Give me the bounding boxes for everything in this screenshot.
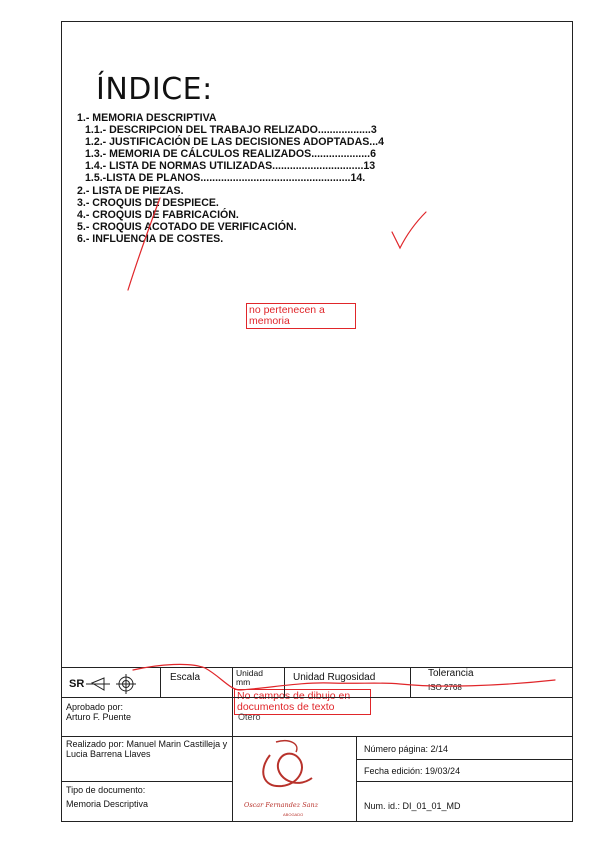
page-title: ÍNDICE: <box>96 72 213 107</box>
toc-item: 1.3.- MEMORIA DE CÁLCULOS REALIZADOS....................6 <box>85 148 376 161</box>
logo-text: Oscar Fernandez Sanz <box>244 801 319 809</box>
annotation-note: no pertenecen a memoria <box>246 303 356 329</box>
realizado-text: Realizado por: Manuel Marin Castilleja y Lucia Barrena Llaves <box>66 739 228 759</box>
aprobado-value: Arturo F. Puente <box>66 712 132 722</box>
tipo-value: Memoria Descriptiva <box>66 799 149 809</box>
annotation-note: No campos de dibujo en documentos de texto <box>234 689 371 715</box>
toc-item: 1.4.- LISTA DE NORMAS UTILIZADAS...............................13 <box>85 160 376 173</box>
rugosidad-value: Otero <box>238 712 261 722</box>
toc-item: 3.- CROQUIS DE DESPIECE. <box>77 196 219 209</box>
sr-label: SR <box>69 678 85 690</box>
fecha-edicion: Fecha edición: 19/03/24 <box>364 766 461 776</box>
toc-item: 1.2.- JUSTIFICACIÓN DE LAS DECISIONES ADOPTADAS...4 <box>85 136 385 149</box>
toc-item: 5.- CROQUIS ACOTADO DE VERIFICACIÓN. <box>77 220 297 233</box>
numero-pagina: Número página: 2/14 <box>364 744 449 754</box>
toc-item: 6.- INFLUENCIA DE COSTES. <box>77 232 224 245</box>
table-of-contents <box>77 112 384 245</box>
unidad-label: Unidad <box>236 668 263 678</box>
logo-subtext: ABOGADO <box>283 812 304 817</box>
escala-label: Escala <box>170 672 201 683</box>
num-id: Num. id.: DI_01_01_MD <box>364 801 461 811</box>
toc-item: 1.- MEMORIA DESCRIPTIVA <box>77 112 217 124</box>
toc-item: 1.5.-LISTA DE PLANOS...................................................14. <box>85 172 366 185</box>
toc-item: 4.- CROQUIS DE FABRICACIÓN. <box>77 208 239 221</box>
rugosidad-label: Unidad Rugosidad <box>293 672 376 683</box>
aprobado-label: Aprobado por: <box>66 702 124 712</box>
toc-item: 2.- LISTA DE PIEZAS. <box>77 184 184 197</box>
tolerancia-value: ISO 2768 <box>428 683 462 692</box>
unidad-value: mm <box>236 677 251 687</box>
toc-item: 1.1.- DESCRIPCION DEL TRABAJO RELIZADO..................3 <box>85 124 377 137</box>
tolerancia-label: Tolerancia <box>428 668 474 679</box>
tipo-label: Tipo de documento: <box>66 785 146 795</box>
